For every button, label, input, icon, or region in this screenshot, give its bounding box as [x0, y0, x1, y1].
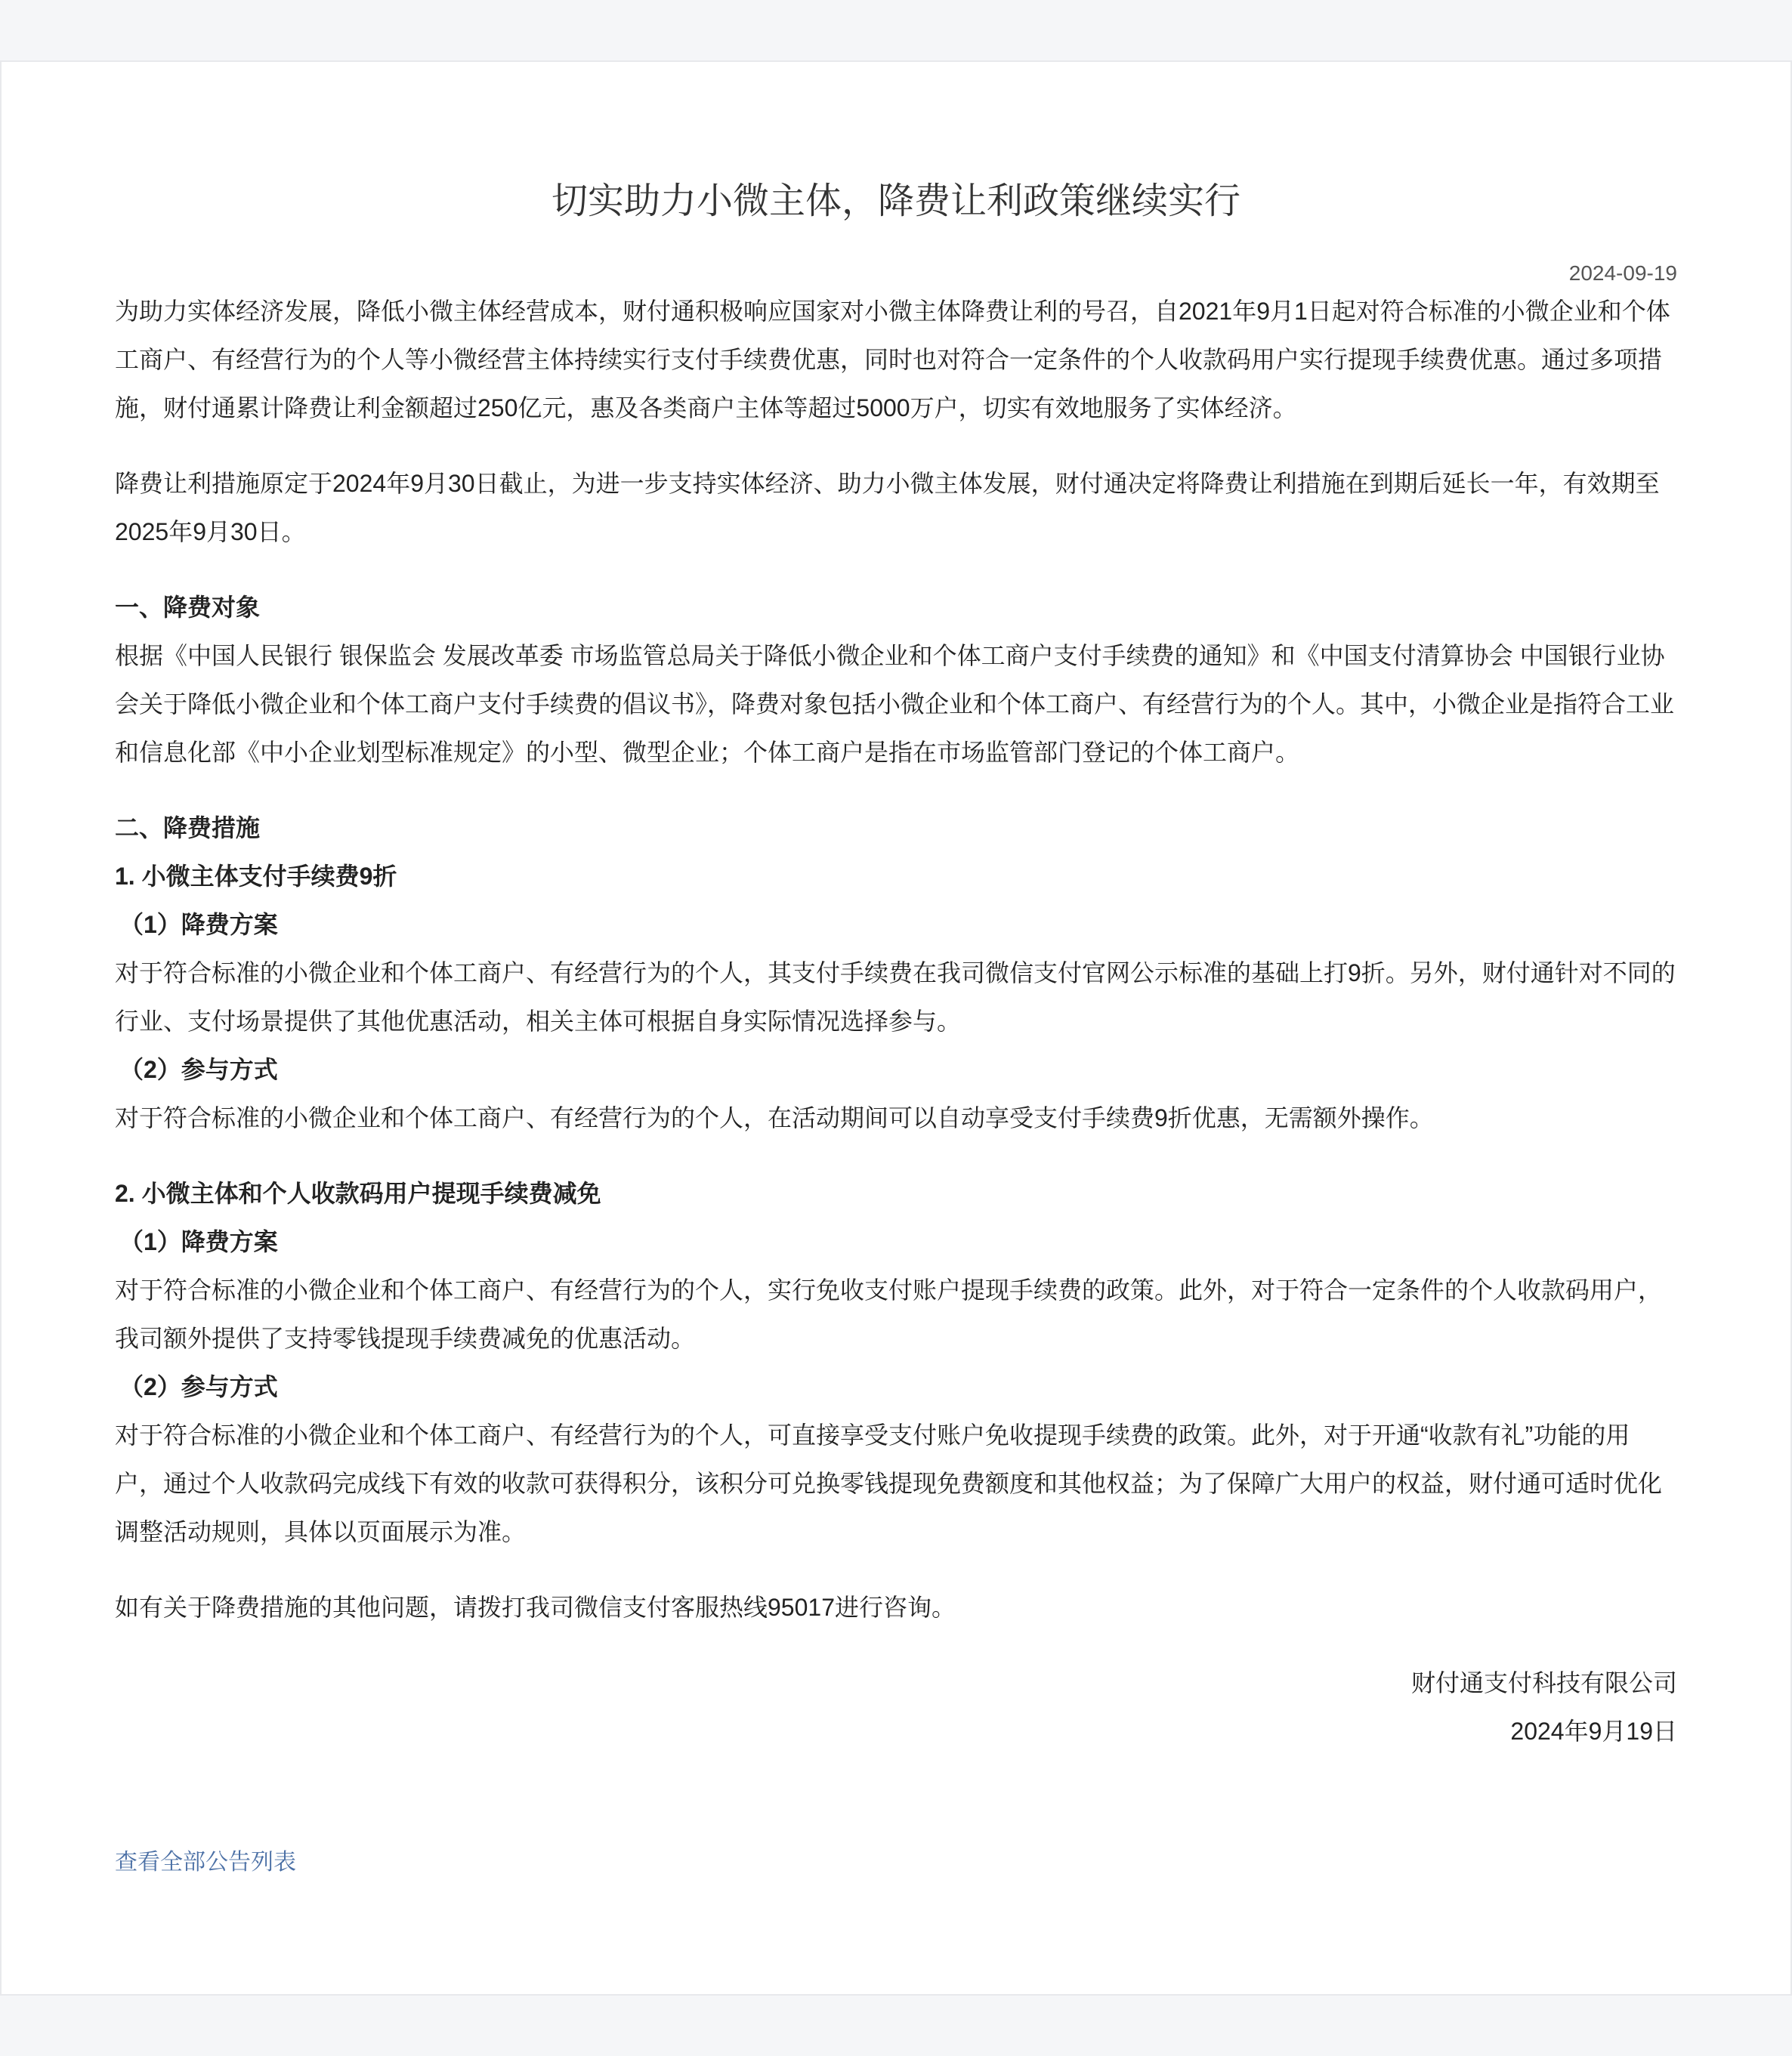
intro-paragraph-1: 为助力实体经济发展，降低小微主体经营成本，财付通积极响应国家对小微主体降费让利的号召，自2021年9月1日起对符合标准的小微企业和个体工商户、有经营行为的个人等小微经营主体持续实行支付手续费优惠，同时也对符合一定条件的个人收款码用户实行提现手续费优惠。通过多项措施，财付通累计降费让利金额超过250亿元，惠及各类商户主体等超过5000万户，切实有效地服务了实体经济。 [115, 298, 1670, 421]
item1-heading: 1. 小微主体支付手续费9折 [115, 863, 397, 890]
signature-company: 财付通支付科技有限公司 [1410, 1669, 1677, 1696]
contact-paragraph: 如有关于降费措施的其他问题，请拨打我司微信支付客服热线95017进行咨询。 [115, 1594, 956, 1621]
item1-plan-body: 对于符合标准的小微企业和个体工商户、有经营行为的个人，其支付手续费在我司微信支付官网公示标准的基础上打9折。另外，财付通针对不同的行业、支付场景提供了其他优惠活动，相关主体可根据自身实际情况选择参与。 [115, 959, 1676, 1035]
paragraph-gap [115, 556, 1677, 583]
paragraph-gap [115, 1556, 1677, 1583]
paragraph-gap [115, 1632, 1677, 1659]
item2-plan-body: 对于符合标准的小微企业和个体工商户、有经营行为的个人，实行免收支付账户提现手续费的政策。此外，对于符合一定条件的个人收款码用户，我司额外提供了支持零钱提现手续费减免的优惠活动。 [115, 1277, 1663, 1352]
item2-method-body: 对于符合标准的小微企业和个体工商户、有经营行为的个人，可直接享受支付账户免收提现手续费的政策。此外，对于开通“收款有礼”功能的用户，通过个人收款码完成线下有效的收款可获得积分，该积分可兑换零钱提现免费额度和其他权益；为了保障广大用户的权益，财付通可适时优化调整活动规则，具体以页面展示为准。 [115, 1422, 1663, 1545]
item1-plan-heading: （1）降费方案 [119, 911, 278, 938]
view-all-announcements-link[interactable]: 查看全部公告列表 [115, 1850, 296, 1875]
paragraph-gap [115, 776, 1677, 804]
item1-method-heading: （2）参与方式 [119, 1056, 278, 1083]
article-body [115, 287, 1677, 1755]
section1-body: 根据《中国人民银行 银保监会 发展改革委 市场监管总局关于降低小微企业和个体工商户支付手续费的通知》和《中国支付清算协会 中国银行业协会关于降低小微企业和个体工商户支付手续费的倡议书》，降费对象包括小微企业和个体工商户、有经营行为的个人。其中，小微企业是指符合工业和信息化部《中小企业划型标准规定》的小型、微型企业；个体工商户是指在市场监管部门登记的个体工商户。 [115, 642, 1675, 766]
section1-heading: 一、降费对象 [115, 594, 261, 621]
signature-date: 2024年9月19日 [1510, 1718, 1677, 1745]
paragraph-gap [115, 1142, 1677, 1169]
page-title: 切实助力小微主体，降费让利政策继续实行 [551, 181, 1240, 221]
item2-method-heading: （2）参与方式 [119, 1373, 278, 1400]
publish-date: 2024-09-19 [1568, 261, 1677, 285]
item1-method-body: 对于符合标准的小微企业和个体工商户、有经营行为的个人，在活动期间可以自动享受支付手续费9折优惠，无需额外操作。 [115, 1104, 1434, 1131]
paragraph-gap [115, 432, 1677, 459]
item2-heading: 2. 小微主体和个人收款码用户提现手续费减免 [115, 1180, 601, 1207]
intro-paragraph-2: 降费让利措施原定于2024年9月30日截止，为进一步支持实体经济、助力小微主体发展，财付通决定将降费让利措施在到期后延长一年，有效期至2025年9月30日。 [115, 470, 1660, 545]
item2-plan-heading: （1）降费方案 [119, 1228, 278, 1255]
section2-heading: 二、降费措施 [115, 814, 261, 841]
